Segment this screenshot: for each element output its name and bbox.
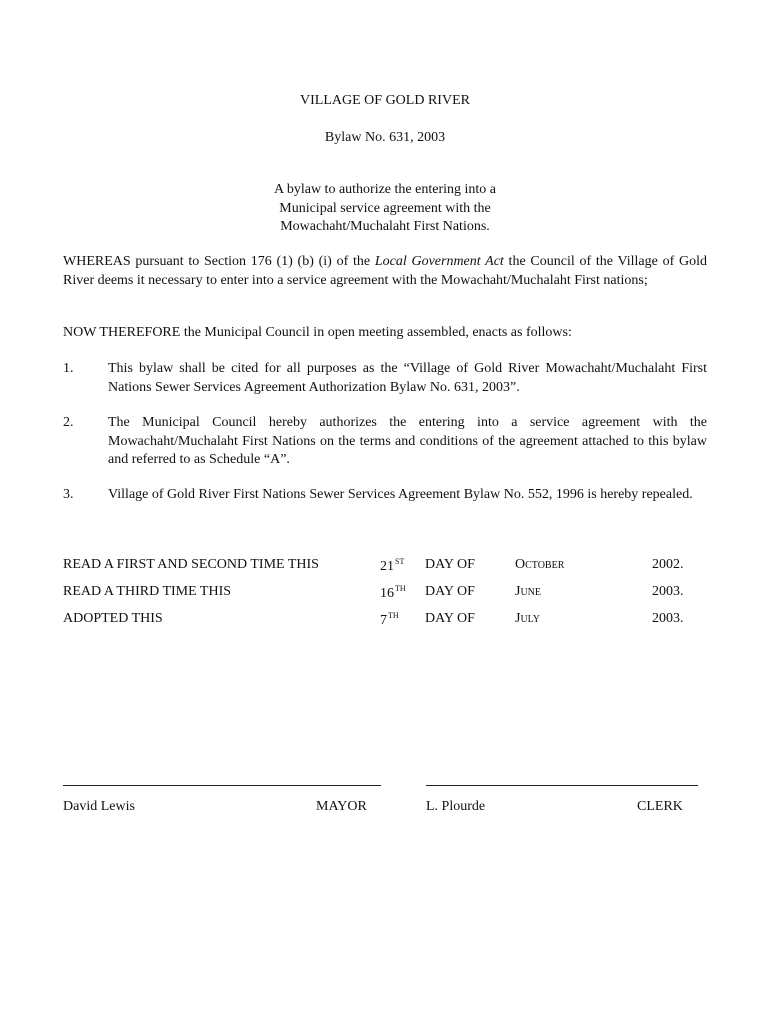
reading-year: 2003. — [652, 584, 684, 599]
clerk-signature-line — [426, 785, 698, 786]
reading-day-of: DAY OF — [425, 557, 475, 572]
section-number: 2. — [63, 415, 74, 430]
reading-year: 2002. — [652, 557, 684, 572]
reading-month: June — [515, 584, 541, 599]
mayor-title: MAYOR — [316, 799, 367, 814]
enacting-clause: NOW THEREFORE the Municipal Council in open meeting assembled, enacts as follows: — [63, 325, 572, 340]
reading-day: 16TH — [380, 584, 406, 601]
section-number: 1. — [63, 361, 74, 376]
reading-month: October — [515, 557, 565, 572]
reading-day-of: DAY OF — [425, 584, 475, 599]
section-text: The Municipal Council hereby authorizes the entering into a service agreement with the Mowachaht/Muchalaht First Nations on the terms and conditions of the agreement attached to this bylaw and referred to as Schedule “A”. — [108, 415, 707, 467]
reading-year: 2003. — [652, 611, 684, 626]
clerk-title: CLERK — [637, 799, 683, 814]
mayor-name: David Lewis — [63, 799, 135, 814]
adopted-row — [63, 611, 707, 631]
section-number: 3. — [63, 487, 74, 502]
purpose-line: Mowachaht/Muchalaht First Nations. — [280, 219, 490, 234]
reading-label: READ A FIRST AND SECOND TIME THIS — [63, 557, 319, 572]
section-text: Village of Gold River First Nations Sewer Services Agreement Bylaw No. 552, 1996 is hereby repealed. — [108, 487, 693, 502]
reading-day: 7TH — [380, 611, 399, 628]
reading-row — [63, 584, 707, 604]
reading-label: ADOPTED THIS — [63, 611, 163, 626]
reading-day-of: DAY OF — [425, 611, 475, 626]
mayor-signature-line — [63, 785, 381, 786]
section-text: This bylaw shall be cited for all purposes as the “Village of Gold River Mowachaht/Muchalaht First Nations Sewer Services Agreement Authorization Bylaw No. 631, 2003”. — [108, 361, 707, 395]
act-name: Local Government Act — [374, 254, 504, 269]
reading-day: 21ST — [380, 557, 405, 574]
reading-month: July — [515, 611, 540, 626]
purpose-line: Municipal service agreement with the — [279, 200, 491, 216]
bylaw-number: Bylaw No. 631, 2003 — [324, 130, 446, 145]
bylaw-purpose — [0, 181, 770, 237]
whereas-text-before: WHEREAS pursuant to Section 176 (1) (b) (i) of the — [63, 254, 375, 269]
whereas-text-after: the Council of the Village of Gold River deems it necessary to enter into a service agreement with the Mowachaht/Muchalaht First nations; — [63, 254, 707, 288]
clerk-name: L. Plourde — [426, 799, 486, 814]
purpose-line: A bylaw to authorize the entering into a — [274, 182, 496, 197]
reading-row — [63, 557, 707, 577]
document-title: VILLAGE OF GOLD RIVER — [300, 93, 470, 108]
whereas-clause — [63, 253, 707, 290]
reading-label: READ A THIRD TIME THIS — [63, 584, 232, 599]
